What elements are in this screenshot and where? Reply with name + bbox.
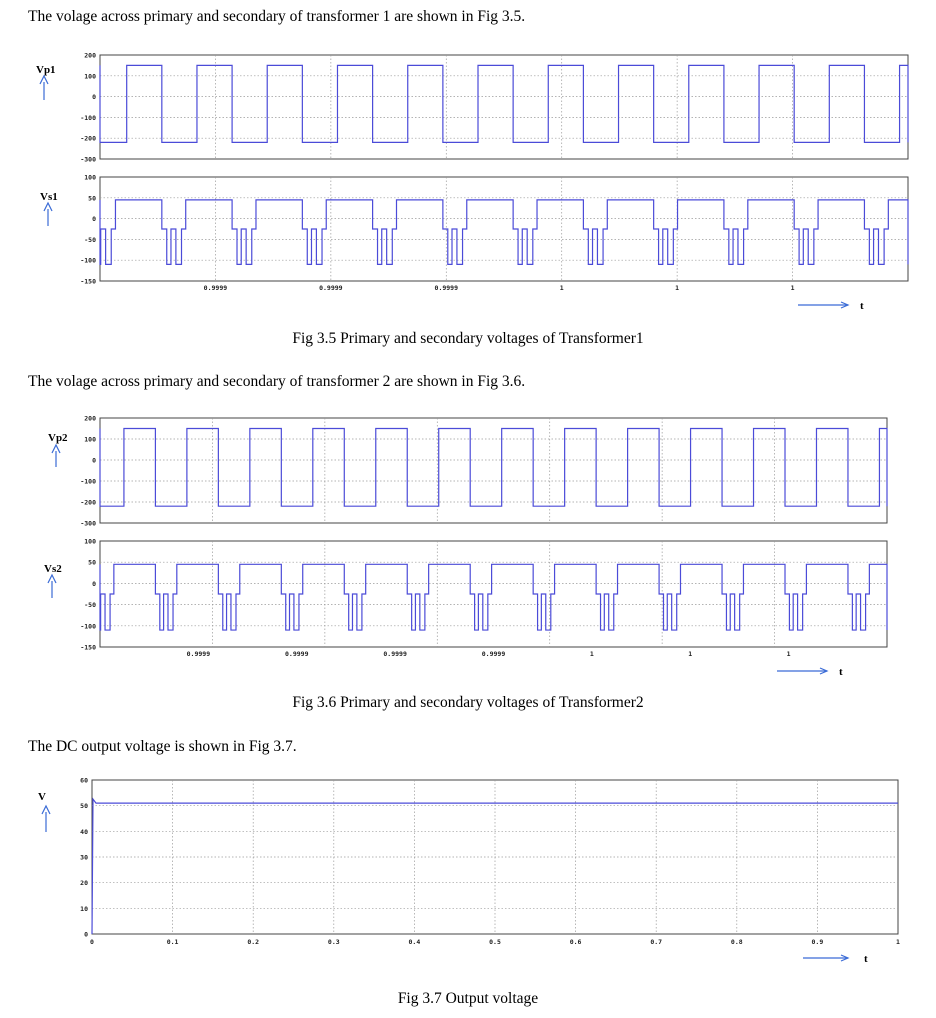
vp2-ytick-label: -200 <box>80 498 96 507</box>
vout-xtick-label: 0.1 <box>166 938 179 946</box>
vs1-ytick-label: 100 <box>84 173 96 182</box>
vp1-ytick-label: 200 <box>84 51 96 60</box>
vs1-xtick-label: 1 <box>675 284 680 292</box>
vs2-signal-label: Vs2 <box>44 563 62 575</box>
vp2-ytick-label: -100 <box>80 477 96 486</box>
vs1-xtick-label: 1 <box>790 284 795 292</box>
vout-t-label: t <box>864 953 868 965</box>
caption-fig35: Fig 3.5 Primary and secondary voltages of Transformer1 <box>292 330 644 347</box>
vp1-signal-label: Vp1 <box>36 64 56 76</box>
vp2-ytick-label: -300 <box>80 519 96 528</box>
vout-xtick-label: 0.7 <box>650 938 663 946</box>
vout-ytick-label: 10 <box>80 904 88 913</box>
vp1-ytick-label: 0 <box>92 93 96 102</box>
vp1-ytick-label: 100 <box>84 72 96 81</box>
vout-xtick-label: 0.3 <box>327 938 340 946</box>
vout-ytick-label: 60 <box>80 776 88 785</box>
vout-ytick-label: 30 <box>80 853 88 862</box>
vs1-plot-frame <box>100 177 908 281</box>
vs2-ytick-label: -50 <box>84 601 96 610</box>
paragraph-fig37-intro: The DC output voltage is shown in Fig 3.7. <box>28 738 297 755</box>
vout-xtick-label: 0.9 <box>811 938 824 946</box>
vs1-t-label: t <box>860 300 864 312</box>
vout-ytick-label: 40 <box>80 827 88 836</box>
vs1-signal-label: Vs1 <box>40 191 58 203</box>
vout-xtick-label: 0.8 <box>730 938 743 946</box>
vs1-ytick-label: 50 <box>88 194 96 203</box>
vp1-ytick-label: -100 <box>80 113 96 122</box>
vs1-ytick-label: 0 <box>92 215 96 224</box>
vp2-ytick-label: 0 <box>92 456 96 465</box>
paragraph-fig36-intro: The volage across primary and secondary of transformer 2 are shown in Fig 3.6. <box>28 373 526 390</box>
paragraph-fig35-intro: The volage across primary and secondary of transformer 1 are shown in Fig 3.5. <box>28 8 526 25</box>
vout-xtick-label: 0.5 <box>489 938 501 946</box>
vout-ytick-label: 0 <box>84 930 88 939</box>
vout-xtick-label: 1 <box>896 938 900 946</box>
vs2-xtick-label: 1 <box>688 650 693 658</box>
vs2-ytick-label: -150 <box>80 643 96 652</box>
vs2-t-label: t <box>839 666 843 678</box>
vs1-xtick-label: 0.9999 <box>203 284 228 292</box>
vs1-ytick-label: -100 <box>80 256 96 265</box>
vs1-xtick-label: 0.9999 <box>434 284 459 292</box>
vs2-xtick-label: 0.9999 <box>186 650 211 658</box>
vout-xtick-label: 0.4 <box>408 938 421 946</box>
vs2-ytick-label: 50 <box>88 558 96 567</box>
vp2-ytick-label: 100 <box>84 435 96 444</box>
vs1-ytick-label: -50 <box>84 235 96 244</box>
vs2-ytick-label: 100 <box>84 537 96 546</box>
vs2-ytick-label: 0 <box>92 579 96 588</box>
caption-fig36: Fig 3.6 Primary and secondary voltages of Transformer2 <box>292 694 644 711</box>
vout-signal-label: V <box>38 791 46 803</box>
vs2-ytick-label: -100 <box>80 622 96 631</box>
vp1-ytick-label: -300 <box>80 155 96 164</box>
vs2-xtick-label: 1 <box>589 650 594 658</box>
vout-xtick-label: 0.6 <box>569 938 582 946</box>
vs1-xtick-label: 1 <box>559 284 564 292</box>
vs2-xtick-label: 0.9999 <box>383 650 407 658</box>
vout-xtick-label: 0 <box>90 938 94 946</box>
vs1-xtick-label: 0.9999 <box>319 284 343 292</box>
vp2-signal-label: Vp2 <box>48 432 68 444</box>
vp1-plot-frame <box>100 55 908 159</box>
vout-ytick-label: 20 <box>80 879 88 888</box>
vout-xtick-label: 0.2 <box>247 938 260 946</box>
vp1-ytick-label: -200 <box>80 134 96 143</box>
vs2-xtick-label: 0.9999 <box>285 650 309 658</box>
vout-ytick-label: 50 <box>80 802 88 811</box>
vs1-ytick-label: -150 <box>80 277 96 286</box>
vs2-xtick-label: 0.9999 <box>481 650 506 658</box>
vs2-xtick-label: 1 <box>786 650 791 658</box>
caption-fig37: Fig 3.7 Output voltage <box>397 990 539 1007</box>
vp2-ytick-label: 200 <box>84 414 96 423</box>
